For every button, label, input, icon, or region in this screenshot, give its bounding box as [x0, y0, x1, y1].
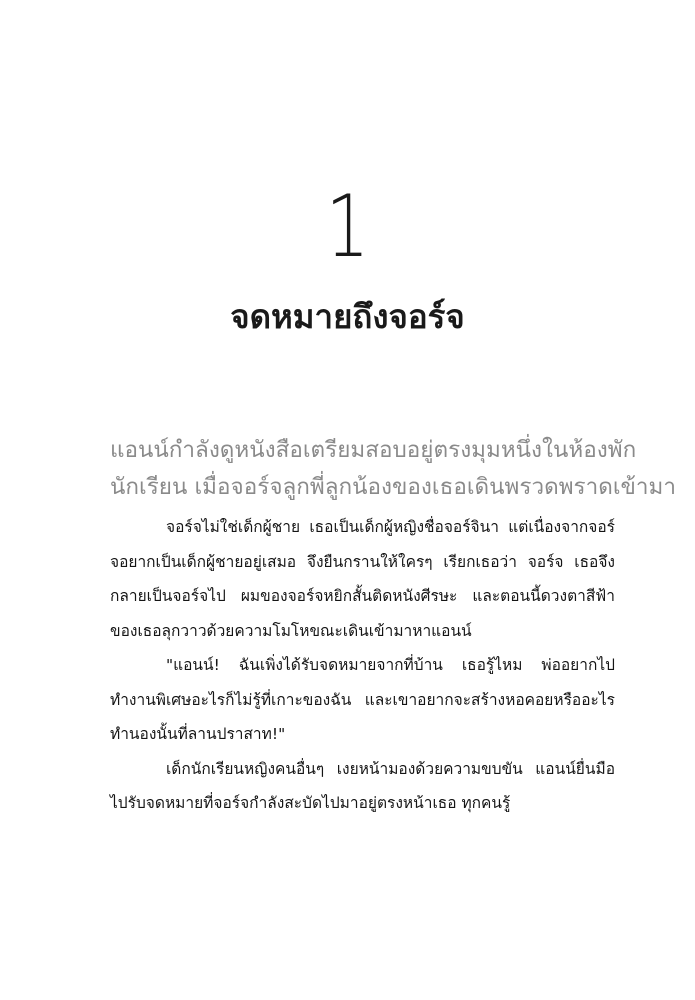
opening-line: นักเรียน เมื่อจอร์จลูกพี่ลูกน้องของเธอเดินพรวดพราดเข้ามา	[110, 474, 677, 500]
chapter-title: จดหมายถึงจอร์จ	[230, 297, 465, 336]
opening-text	[110, 432, 677, 506]
body-text	[110, 510, 615, 821]
chapter-number: 1	[325, 177, 370, 277]
paragraph: จอร์จไม่ใช่เด็กผู้ชาย เธอเป็นเด็กผู้หญิงชื่อจอร์จินา แต่เนื่องจากจอร์จอยากเป็นเด็กผู้ชายอยู่เสมอ จึงยืนกรานให้ใครๆ เรียกเธอว่า จอร์จ เธอจึงกลายเป็นจอร์จไป ผมของจอร์จหยิกสั้นติดหนังศีรษะ และตอนนี้ดวงตาสีฟ้าของเธอลุกวาวด้วยความโมโหขณะเดินเข้ามาหาแอนน์	[110, 518, 615, 640]
paragraph: "แอนน์! ฉันเพิ่งได้รับจดหมายจากที่บ้าน เธอรู้ไหม พ่ออยากไปทำงานพิเศษอะไรก็ไม่รู้ที่เกาะของฉัน และเขาอยากจะสร้างหอคอยหรืออะไรทำนองนั้นที่ลานปราสาท!"	[110, 656, 615, 743]
opening-line: แอนน์กำลังดูหนังสือเตรียมสอบอยู่ตรงมุมหนึ่งในห้องพัก	[110, 437, 637, 463]
paragraph: เด็กนักเรียนหญิงคนอื่นๆ เงยหน้ามองด้วยความขบขัน แอนน์ยื่นมือไปรับจดหมายที่จอร์จกำลังสะบัดไปมาอยู่ตรงหน้าเธอ ทุกคนรู้	[110, 759, 615, 812]
